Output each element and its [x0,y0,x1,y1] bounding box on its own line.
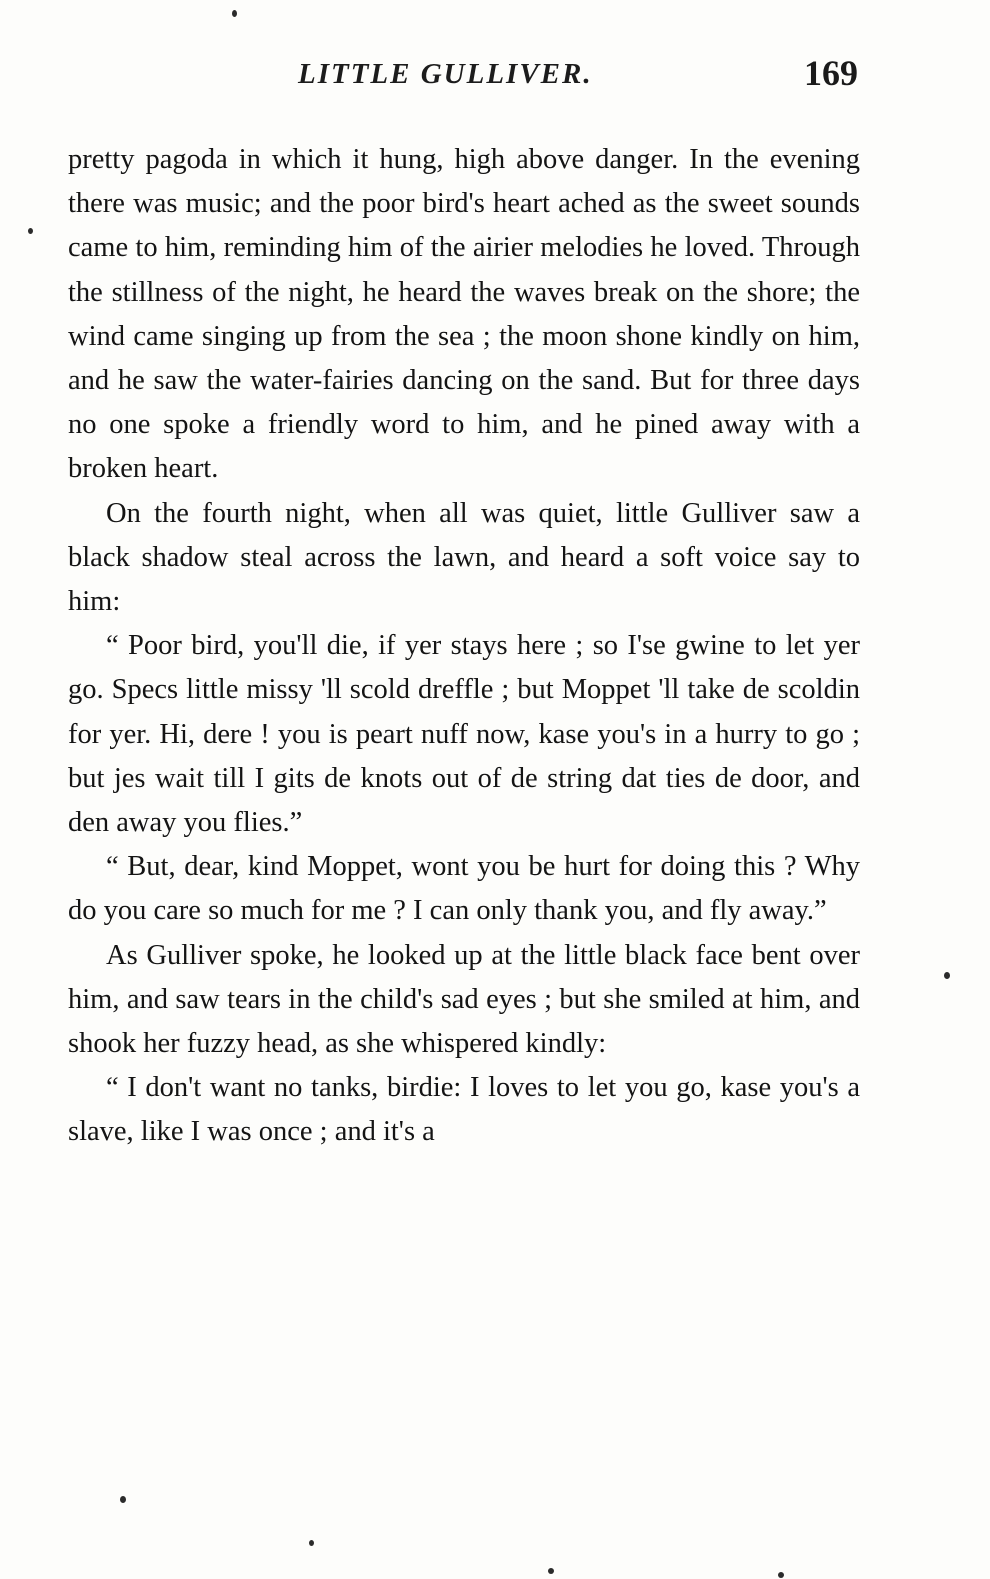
page-body [68,138,860,1155]
scan-speck [309,1540,314,1546]
scan-speck [120,1496,126,1503]
scan-speck [232,10,237,17]
scan-speck [778,1572,784,1578]
paragraph: On the fourth night, when all was quiet, little Gulliver saw a black shadow steal across the lawn, and heard a soft voice say to him: [68,497,860,618]
scan-speck [548,1568,554,1574]
scan-speck [28,228,33,234]
paragraph: “ I don't want no tanks, birdie: I loves to let you go, kase you's a slave, like I was once ; and it's a [68,1072,860,1148]
paragraph: pretty pagoda in which it hung, high above danger. In the evening there was music; and the poor bird's heart ached as the sweet sounds came to him, reminding him of the airier melodies he loved. Through the stillness of the night, he heard the waves break on the shore; the wind came singing up from the sea ; the moon shone kindly on him, and he saw the water-fairies dancing on the sand. But for three days no one spoke a friendly word to him, and he pined away with a broken heart. [68,144,860,485]
page-header [68,53,858,104]
paragraph: “ Poor bird, you'll die, if yer stays here ; so I'se gwine to let yer go. Specs little missy 'll scold dreffle ; but Moppet 'll take de scoldin for yer. Hi, dere ! you is peart nuff now, kase you's in a hurry to go ; but jes wait till I gits de knots out of de string dat ties de door, and den away you flies.” [68,630,860,839]
running-title: LITTLE GULLIVER. [298,58,593,90]
page-number: 169 [804,53,858,93]
scan-speck [944,972,950,979]
paragraph: “ But, dear, kind Moppet, wont you be hurt for doing this ? Why do you care so much for me ? I can only thank you, and fly away.” [68,851,860,927]
paragraph: As Gulliver spoke, he looked up at the little black face bent over him, and saw tears in the child's sad eyes ; but she smiled at him, and shook her fuzzy head, as she whispered kindly: [68,939,860,1060]
